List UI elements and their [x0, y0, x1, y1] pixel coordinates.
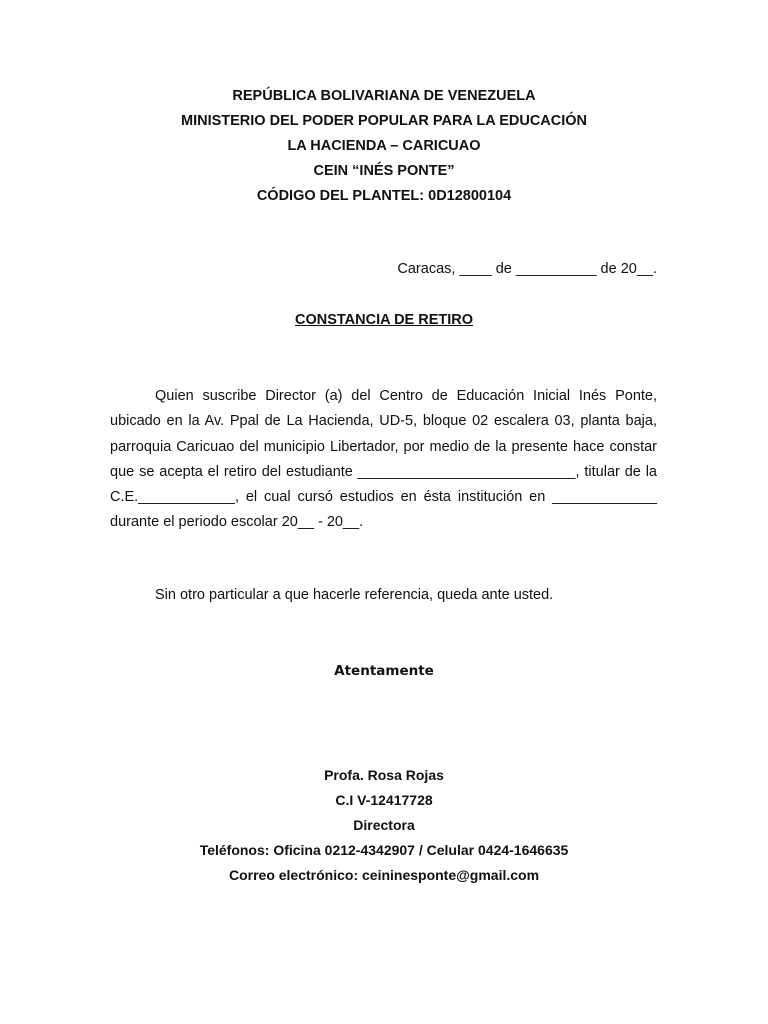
signer-role: Directora: [353, 817, 415, 833]
school-code: CÓDIGO DEL PLANTEL: 0D12800104: [256, 188, 512, 204]
sign-off: Atentamente: [334, 663, 434, 679]
letterhead: [0, 84, 768, 209]
signer-id: C.I V-12417728: [335, 792, 433, 808]
body-paragraph: Quien suscribe Director (a) del Centro de Educación Inicial Inés Ponte, ubicado en la Av. Ppal de La Hacienda, UD-5, bloque 02 escalera 03, planta baja, parroquia Caricuao del municipio Libertador, por medio de la presente hace constar que se acepta el retiro del estudiante ___________________________, titular de la C.E.____________, el cual cursó estudios en ésta institución en _____________ durante el periodo escolar 20__ - 20__.: [110, 388, 657, 531]
location-name: LA HACIENDA – CARICUAO: [287, 138, 481, 154]
date-line: Caracas, ____ de __________ de 20__.: [397, 261, 657, 277]
country-name: REPÚBLICA BOLIVARIANA DE VENEZUELA: [232, 88, 536, 104]
signer-name: Profa. Rosa Rojas: [324, 767, 444, 783]
contact-phones: Teléfonos: Oficina 0212-4342907 / Celular 0424-1646635: [199, 842, 569, 858]
contact-email: Correo electrónico: ceininesponte@gmail.com: [228, 867, 540, 883]
school-name: CEIN “INÉS PONTE”: [313, 163, 455, 179]
signature-block: [0, 763, 768, 888]
document-title: CONSTANCIA DE RETIRO: [294, 312, 474, 328]
ministry-name: MINISTERIO DEL PODER POPULAR PARA LA EDUCACIÓN: [180, 113, 588, 129]
closing-paragraph: Sin otro particular a que hacerle referencia, queda ante usted.: [155, 587, 554, 603]
